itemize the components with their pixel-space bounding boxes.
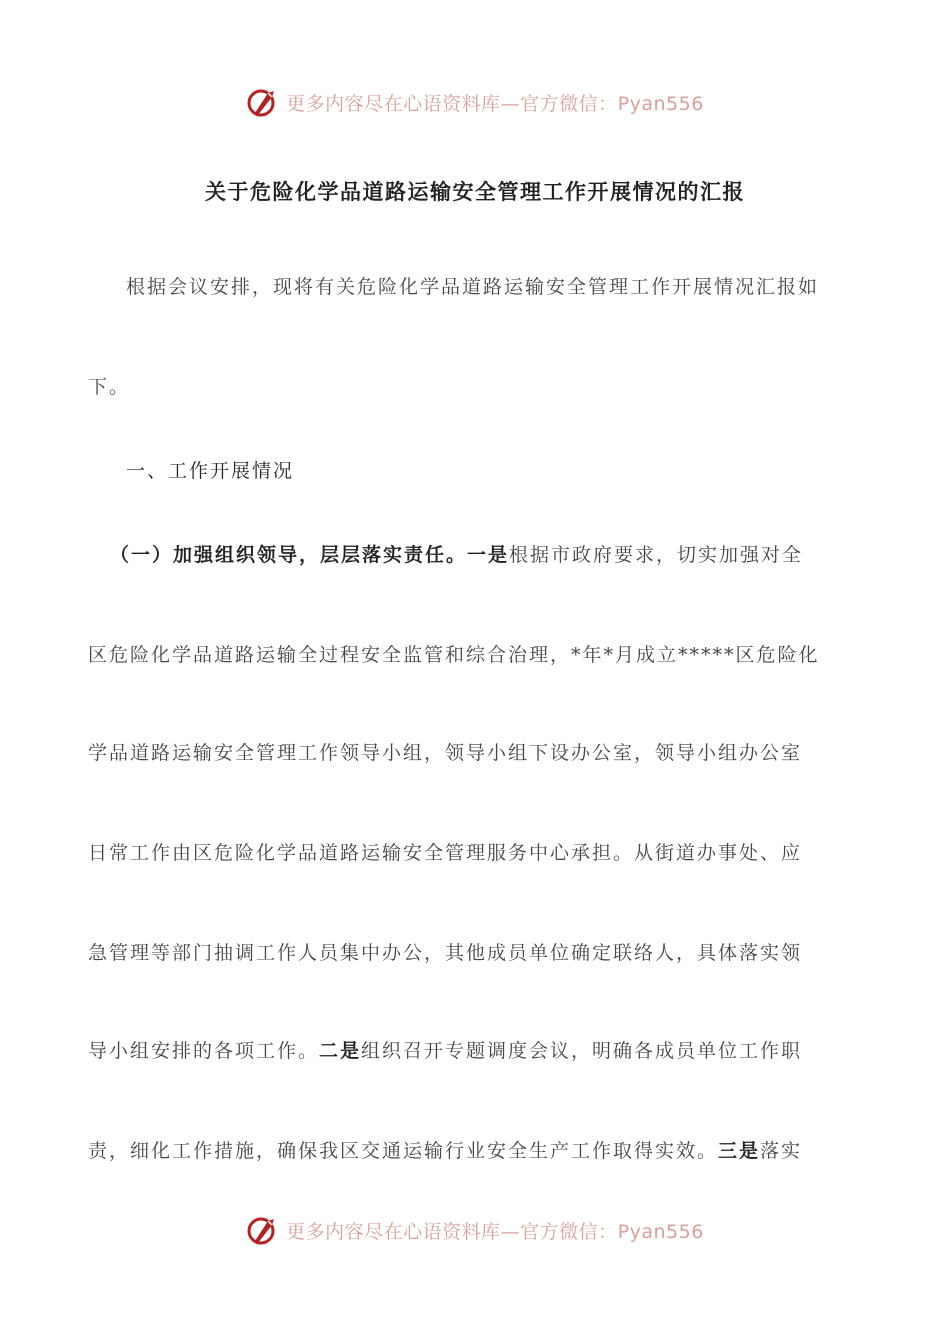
intro-line-1: 根据会议安排，现将有关危险化学品道路运输安全管理工作开展情况汇报如 [126, 276, 820, 298]
body-line-1: 区危险化学品道路运输全过程安全监管和综合治理，*年*月成立*****区危险化 [88, 644, 820, 666]
watermark-text: 更多内容尽在心语资料库—官方微信：Pyan556 [286, 92, 704, 115]
first-line-rest: 根据市政府要求，切实加强对全 [509, 544, 804, 566]
marker-first: 一是 [467, 544, 510, 566]
body-line-3: 日常工作由区危险化学品道路运输安全管理服务中心承担。从街道办事处、应 [88, 842, 803, 864]
pen-nib-logo-icon [246, 85, 280, 119]
body-line-6-pre: 责，细化工作措施，确保我区交通运输行业安全生产工作取得实效。 [88, 1140, 719, 1162]
marker-second: 二是 [319, 1040, 362, 1062]
subsection-heading: （一）加强组织领导，层层落实责任。 [110, 544, 468, 566]
document-title: 关于危险化学品道路运输安全管理工作开展情况的汇报 [205, 179, 745, 204]
intro-line-2: 下。 [88, 376, 131, 398]
body-line-6 [88, 1136, 868, 1163]
section-heading: 一、工作开展情况 [126, 460, 295, 482]
watermark-footer [0, 1210, 950, 1250]
body-line-4: 急管理等部门抽调工作人员集中办公，其他成员单位确定联络人，具体落实领 [88, 942, 803, 964]
body-line-2: 学品道路运输安全管理工作领导小组，领导小组下设办公室，领导小组办公室 [88, 742, 803, 764]
watermark-text: 更多内容尽在心语资料库—官方微信：Pyan556 [286, 1220, 704, 1243]
body-line-6-post: 落实 [760, 1140, 803, 1162]
pen-nib-logo-icon [246, 1213, 280, 1247]
watermark-wechat-id: Pyan556 [617, 1220, 704, 1243]
watermark-header [0, 82, 950, 122]
marker-third: 三是 [718, 1140, 761, 1162]
subsection-first-line [110, 540, 890, 567]
body-line-5 [88, 1036, 868, 1063]
body-line-5-pre: 导小组安排的各项工作。 [88, 1040, 320, 1062]
watermark-wechat-id: Pyan556 [617, 92, 704, 115]
body-line-5-post: 组织召开专题调度会议，明确各成员单位工作职 [361, 1040, 803, 1062]
